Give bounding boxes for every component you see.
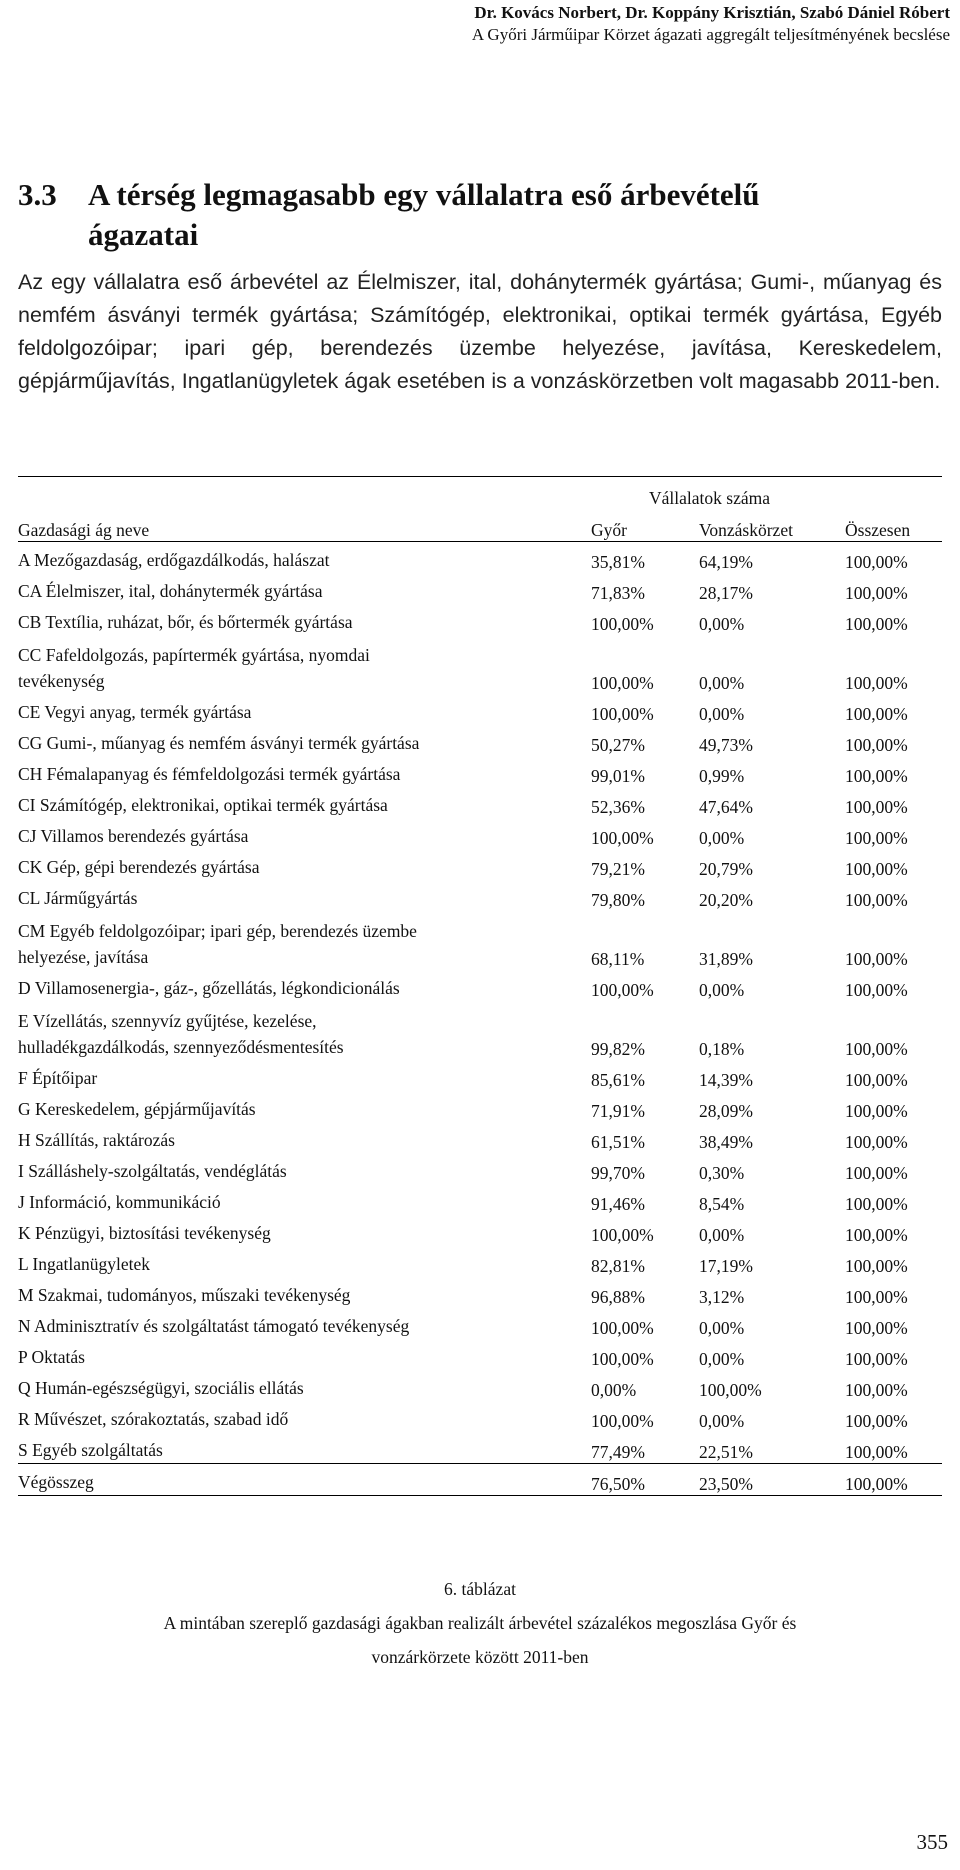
table-row [18, 849, 942, 880]
cell-name [18, 1308, 591, 1339]
cell-osszesen: 100,00% [845, 673, 908, 693]
intro-paragraph: Az egy vállalatra eső árbevétel az Élelmiszer, ital, dohánytermék gyártása; Gumi-, műanyag és nemfém ásványi termék gyártása; Számítógép, elektronikai, optikai termék gyártása, Egyéb feldolgozóipar; ipari gép, berendezés üzembe helyezése, javítása, Kereskedelem, gépjárműjavítás, Ingatlanügyletek ágak esetében is a vonzáskörzetben volt magasabb 2011-ben. [18, 270, 942, 393]
cell-name-line1: R Művészet, szórakoztatás, szabad idő [18, 1409, 289, 1429]
cell-vonzas: 0,00% [699, 673, 745, 693]
cell-name [18, 1153, 591, 1184]
cell-vonzas: 22,51% [699, 1442, 753, 1462]
cell-vonzas: 23,50% [699, 1464, 845, 1496]
table-row [18, 1339, 942, 1370]
cell-vonzas: 0,00% [699, 614, 745, 634]
section-title-line1: A térség legmagasabb egy vállalatra eső árbevételű [88, 177, 760, 212]
table-total-row [18, 1464, 942, 1496]
table-row [18, 542, 942, 574]
table-row [18, 1432, 942, 1464]
cell-gyor: 100,00% [591, 1318, 654, 1338]
cell-vonzas: 17,19% [699, 1256, 753, 1276]
cell-vonzas: 100,00% [699, 1380, 762, 1400]
table-row [18, 1215, 942, 1246]
table-row [18, 970, 942, 1001]
cell-name-line1: N Adminisztratív és szolgáltatást támogató tevékenység [18, 1316, 410, 1336]
cell-name-line1: CK Gép, gépi berendezés gyártása [18, 857, 260, 877]
caption-label: 6. táblázat [444, 1579, 516, 1599]
cell-name [18, 1091, 591, 1122]
cell-osszesen: 100,00% [845, 1039, 908, 1059]
table-row [18, 880, 942, 911]
cell-name-line2: hulladékgazdálkodás, szennyeződésmentesítés [18, 1037, 344, 1057]
cell-osszesen: 100,00% [845, 1132, 908, 1152]
cell-osszesen: 100,00% [845, 1380, 908, 1400]
cell-name-line1: I Szálláshely-szolgáltatás, vendéglátás [18, 1161, 287, 1181]
cell-osszesen: 100,00% [845, 552, 908, 572]
cell-name-line1: E Vízellátás, szennyvíz gyűjtése, kezelése, [18, 1011, 317, 1031]
cell-gyor: 100,00% [591, 1225, 654, 1245]
cell-osszesen: 100,00% [845, 1256, 908, 1276]
table-row [18, 1001, 942, 1060]
cell-name-line1: CL Járműgyártás [18, 888, 138, 908]
cell-name-line1: G Kereskedelem, gépjárműjavítás [18, 1099, 256, 1119]
cell-name-line1: CA Élelmiszer, ital, dohánytermék gyártása [18, 581, 323, 601]
cell-osszesen: 100,00% [845, 1349, 908, 1369]
cell-name-line1: CJ Villamos berendezés gyártása [18, 826, 249, 846]
cell-name [18, 1277, 591, 1308]
cell-osszesen: 100,00% [845, 766, 908, 786]
cell-name [18, 1215, 591, 1246]
col-header-gyor: Győr [591, 509, 699, 542]
group-header: Vállalatok száma [649, 488, 770, 508]
cell-gyor: 100,00% [591, 1411, 654, 1431]
cell-name-line2: tevékenység [18, 671, 105, 691]
cell-name [18, 1401, 591, 1432]
cell-gyor: 99,70% [591, 1163, 645, 1183]
cell-name [18, 1246, 591, 1277]
cell-name-line1: K Pénzügyi, biztosítási tevékenység [18, 1223, 271, 1243]
cell-name-line1: H Szállítás, raktározás [18, 1130, 175, 1150]
running-header [472, 2, 950, 46]
cell-name-line1: CC Fafeldolgozás, papírtermék gyártása, nyomdai [18, 645, 370, 665]
cell-osszesen: 100,00% [845, 704, 908, 724]
data-table [18, 477, 942, 1496]
caption-line1: A mintában szereplő gazdasági ágakban realizált árbevétel százalékos megoszlása Győr és [163, 1613, 797, 1633]
cell-osszesen: 100,00% [845, 1194, 908, 1214]
table-row [18, 725, 942, 756]
cell-name [18, 1370, 591, 1401]
cell-vonzas: 28,09% [699, 1101, 753, 1121]
table-body [18, 542, 942, 1496]
cell-name-line1: D Villamosenergia-, gáz-, gőzellátás, légkondicionálás [18, 978, 400, 998]
cell-osszesen: 100,00% [845, 1411, 908, 1431]
cell-osszesen: 100,00% [845, 735, 908, 755]
table-row [18, 694, 942, 725]
cell-name [18, 1432, 591, 1464]
cell-vonzas: 0,00% [699, 1318, 745, 1338]
cell-osszesen: 100,00% [845, 583, 908, 603]
table-group-header-row [18, 477, 942, 509]
cell-name-line1: Q Humán-egészségügyi, szociális ellátás [18, 1378, 304, 1398]
section-number: 3.3 [18, 177, 57, 212]
cell-name [18, 1060, 591, 1091]
cell-name [18, 542, 591, 574]
table-row [18, 604, 942, 635]
table-header-row [18, 509, 942, 542]
cell-name-line1: CI Számítógép, elektronikai, optikai termék gyártása [18, 795, 388, 815]
cell-osszesen: 100,00% [845, 1070, 908, 1090]
cell-name [18, 787, 591, 818]
cell-gyor: 82,81% [591, 1256, 645, 1276]
data-table-container [18, 476, 942, 1496]
cell-osszesen: 100,00% [845, 1318, 908, 1338]
cell-name-line1: M Szakmai, tudományos, műszaki tevékenység [18, 1285, 351, 1305]
cell-gyor: 99,01% [591, 766, 645, 786]
cell-gyor: 0,00% [591, 1380, 637, 1400]
cell-name [18, 1339, 591, 1370]
cell-name-line1: CB Textília, ruházat, bőr, és bőrtermék gyártása [18, 612, 353, 632]
cell-gyor: 100,00% [591, 673, 654, 693]
cell-gyor: 100,00% [591, 1349, 654, 1369]
cell-vonzas: 3,12% [699, 1287, 745, 1307]
cell-name-line1: L Ingatlanügyletek [18, 1254, 151, 1274]
cell-vonzas: 38,49% [699, 1132, 753, 1152]
cell-vonzas: 8,54% [699, 1194, 745, 1214]
cell-gyor: 77,49% [591, 1442, 645, 1462]
cell-gyor: 71,91% [591, 1101, 645, 1121]
cell-gyor: 71,83% [591, 583, 645, 603]
cell-name-line1: P Oktatás [18, 1347, 85, 1367]
cell-name-line1: J Információ, kommunikáció [18, 1192, 221, 1212]
cell-name [18, 849, 591, 880]
cell-vonzas: 0,00% [699, 1349, 745, 1369]
cell-name [18, 1122, 591, 1153]
cell-vonzas: 47,64% [699, 797, 753, 817]
cell-name-line1: CM Egyéb feldolgozóipar; ipari gép, berendezés üzembe [18, 921, 417, 941]
cell-name [18, 818, 591, 849]
cell-osszesen: 100,00% [845, 1225, 908, 1245]
cell-name [18, 970, 591, 1001]
table-row [18, 1060, 942, 1091]
table-row [18, 1308, 942, 1339]
caption-line2: vonzárkörzete között 2011-ben [371, 1647, 589, 1667]
cell-osszesen: 100,00% [845, 859, 908, 879]
cell-name [18, 573, 591, 604]
table-row [18, 1277, 942, 1308]
cell-vonzas: 20,20% [699, 890, 753, 910]
cell-name-line1: A Mezőgazdaság, erdőgazdálkodás, halászat [18, 550, 330, 570]
table-row [18, 818, 942, 849]
cell-osszesen: 100,00% [845, 1287, 908, 1307]
cell-gyor: 91,46% [591, 1194, 645, 1214]
cell-osszesen: 100,00% [845, 828, 908, 848]
col-header-name: Gazdasági ág neve [18, 509, 591, 542]
cell-gyor: 100,00% [591, 704, 654, 724]
table-row [18, 1401, 942, 1432]
cell-gyor: 50,27% [591, 735, 645, 755]
table-row [18, 1122, 942, 1153]
cell-gyor: 100,00% [591, 828, 654, 848]
cell-osszesen: 100,00% [845, 980, 908, 1000]
cell-vonzas: 28,17% [699, 583, 753, 603]
cell-name [18, 694, 591, 725]
cell-osszesen: 100,00% [845, 1163, 908, 1183]
cell-gyor: 79,80% [591, 890, 645, 910]
cell-osszesen: 100,00% [845, 614, 908, 634]
cell-name [18, 604, 591, 635]
table-row [18, 1370, 942, 1401]
page-number: 355 [916, 1830, 948, 1854]
cell-name-line1: CH Fémalapanyag és fémfeldolgozási termék gyártása [18, 764, 401, 784]
cell-gyor: 68,11% [591, 949, 645, 969]
cell-name [18, 725, 591, 756]
cell-name-line1: S Egyéb szolgáltatás [18, 1440, 163, 1460]
cell-vonzas: 0,00% [699, 980, 745, 1000]
cell-gyor: 99,82% [591, 1039, 645, 1059]
cell-osszesen: 100,00% [845, 1101, 908, 1121]
cell-gyor: 96,88% [591, 1287, 645, 1307]
cell-vonzas: 0,00% [699, 1411, 745, 1431]
header-authors: Dr. Kovács Norbert, Dr. Koppány Krisztián, Szabó Dániel Róbert [474, 3, 950, 22]
cell-name-line1: F Építőipar [18, 1068, 98, 1088]
table-row [18, 635, 942, 694]
col-header-osszesen: Összesen [845, 509, 942, 542]
cell-osszesen: 100,00% [845, 949, 908, 969]
cell-name [18, 1184, 591, 1215]
cell-osszesen: 100,00% [845, 1464, 942, 1496]
cell-vonzas: 0,00% [699, 1225, 745, 1245]
cell-gyor: 35,81% [591, 552, 645, 572]
cell-vonzas: 0,99% [699, 766, 745, 786]
cell-osszesen: 100,00% [845, 1442, 908, 1462]
cell-vonzas: 20,79% [699, 859, 753, 879]
cell-name-line1: CE Vegyi anyag, termék gyártása [18, 702, 252, 722]
cell-name-line2: helyezése, javítása [18, 947, 149, 967]
cell-gyor: 100,00% [591, 614, 654, 634]
cell-vonzas: 49,73% [699, 735, 753, 755]
cell-vonzas: 14,39% [699, 1070, 753, 1090]
cell-vonzas: 64,19% [699, 552, 753, 572]
table-row [18, 756, 942, 787]
cell-vonzas: 0,18% [699, 1039, 745, 1059]
section-heading [18, 175, 948, 255]
table-row [18, 911, 942, 970]
cell-name [18, 1001, 591, 1060]
cell-osszesen: 100,00% [845, 797, 908, 817]
table-row [18, 1153, 942, 1184]
cell-gyor: 76,50% [591, 1464, 699, 1496]
cell-vonzas: 31,89% [699, 949, 753, 969]
cell-vonzas: 0,00% [699, 828, 745, 848]
cell-name-line1: Végösszeg [18, 1472, 94, 1492]
table-row [18, 787, 942, 818]
section-title-line2: ágazatai [88, 217, 199, 252]
cell-osszesen: 100,00% [845, 890, 908, 910]
cell-name [18, 1464, 591, 1496]
table-row [18, 1184, 942, 1215]
cell-gyor: 100,00% [591, 980, 654, 1000]
table-caption [0, 1572, 960, 1674]
cell-gyor: 61,51% [591, 1132, 645, 1152]
cell-gyor: 79,21% [591, 859, 645, 879]
table-row [18, 1091, 942, 1122]
cell-name [18, 880, 591, 911]
header-subtitle: A Győri Járműipar Körzet ágazati aggregált teljesítményének becslése [471, 25, 950, 44]
cell-name-line1: CG Gumi-, műanyag és nemfém ásványi termék gyártása [18, 733, 420, 753]
cell-gyor: 85,61% [591, 1070, 645, 1090]
cell-vonzas: 0,30% [699, 1163, 745, 1183]
cell-name [18, 756, 591, 787]
cell-name [18, 911, 591, 970]
table-row [18, 573, 942, 604]
cell-vonzas: 0,00% [699, 704, 745, 724]
cell-name [18, 635, 591, 694]
cell-gyor: 52,36% [591, 797, 645, 817]
table-row [18, 1246, 942, 1277]
col-header-vonzas: Vonzáskörzet [699, 509, 845, 542]
